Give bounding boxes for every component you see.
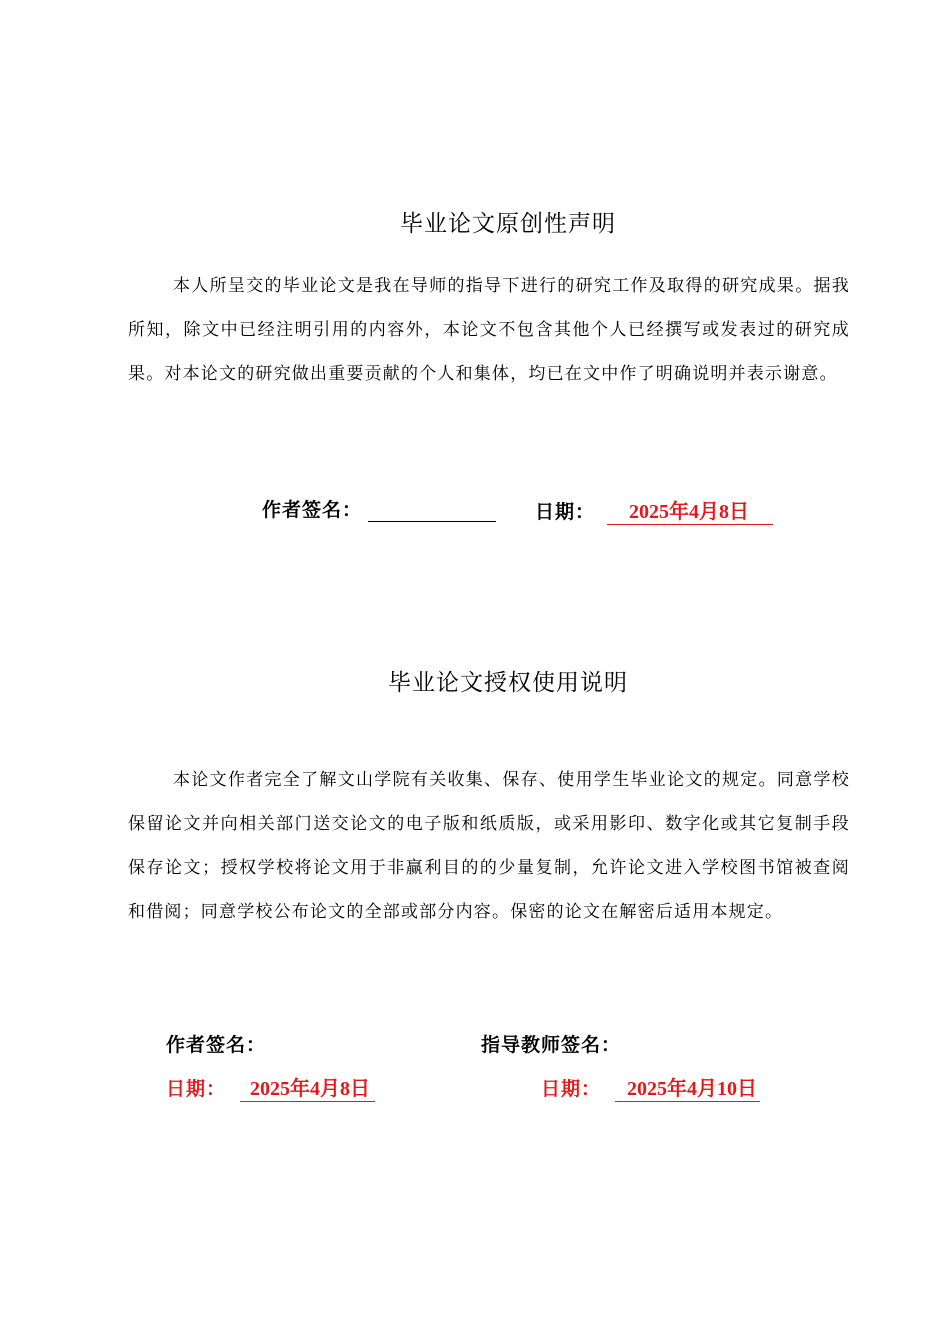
declaration-title: 毕业论文原创性声明 [400,211,616,237]
declaration-date-value: 2025年4月8日 [607,495,773,525]
author-signature-label: 作者签名： [262,499,363,521]
authorization-author-signature-label: 作者签名： [166,1034,267,1056]
declaration-signature-row [262,495,496,522]
advisor-signature-label: 指导教师签名： [481,1034,622,1056]
declaration-body: 本人所呈交的毕业论文是我在导师的指导下进行的研究工作及取得的研究成果。据我所知，除文中已经注明引用的内容外，本论文不包含其他个人已经撰写或发表过的研究成果。对本论文的研究做出重要贡献的个人和集体，均已在文中作了明确说明并表示谢意。 [128,276,850,384]
author-date-value: 2025年4月8日 [240,1072,375,1102]
advisor-date-value: 2025年4月10日 [615,1072,760,1102]
declaration-date-row [535,495,773,525]
advisor-date-row [541,1072,760,1102]
authorization-author-date-row [166,1072,375,1102]
authorization-title: 毕业论文授权使用说明 [388,670,628,696]
advisor-date-label: 日期： [541,1078,602,1100]
authorization-body: 本论文作者完全了解文山学院有关收集、保存、使用学生毕业论文的规定。同意学校保留论文并向相关部门送交论文的电子版和纸质版，或采用影印、数字化或其它复制手段保存论文；授权学校将论文用于非赢利目的的少量复制，允许论文进入学校图书馆被查阅和借阅；同意学校公布论文的全部或部分内容。保密的论文在解密后适用本规定。 [128,770,850,922]
author-date-label: 日期： [166,1078,227,1100]
declaration-date-label: 日期： [535,501,596,523]
author-signature-line[interactable] [368,499,496,522]
